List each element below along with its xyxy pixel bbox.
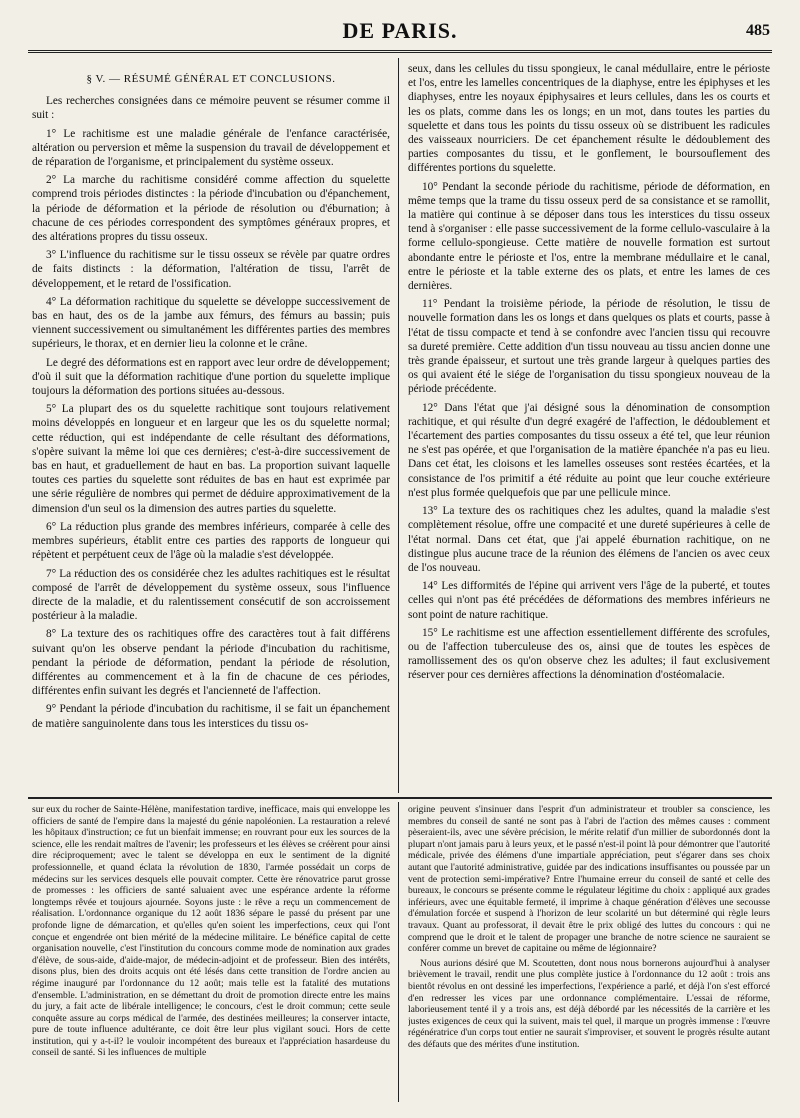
paragraph: 2° La marche du rachitisme considéré comme affection du squelette comprend trois périodes distinctes : la période d'incubation ou d'épanchement, la période de déformation et la période de résolution ou d'éburnation; à chacune de ces périodes correspondent des symptômes généraux propres, et des altérations propres du tissu osseux. bbox=[32, 174, 390, 244]
top-rule bbox=[28, 50, 772, 53]
paragraph: seux, dans les cellules du tissu spongieux, le canal médullaire, entre le périoste et l'os, entre les lamelles concentriques de la diaphyse, entre les épiphyses et les diaphyses, entre les noyaux épiphysaires et leurs cellules, dans les os courts et les os plats, comme dans les os longs; en un mot, dans toutes les parties du squelette et dans tous les points du tissu osseux où se distribuent les radicules des vaisseaux nourriciers. De cet épanchement résulte le dédoublement des parties composantes du tissu, et le gonflement, le boursouflement des différentes portions du squelette. bbox=[408, 63, 770, 175]
feuilleton-right-column bbox=[408, 804, 770, 1104]
paragraph: 5° La plupart des os du squelette rachitique sont toujours relativement moins développés en longueur et en largeur que les os du squelette normal; cette réduction, qui est indépendante de celle résultant des déformations, s'opère suivant la même loi que ces dernières; c'est-à-dire successivement de bas en haut, et graduellement de haut en bas. La proportion suivant laquelle toutes ces parties du squelette sont réduites de bas en haut est exprimée par une série régulière de nombres qui permet de déduire approximativement de la dimension d'un seul os la dimension des autres parties du squelette. bbox=[32, 403, 390, 515]
paragraph: Le degré des déformations est en rapport avec leur ordre de développement; d'où il suit que la déformation rachitique d'une portion du squelette implique toujours la déformation des portions situées au-dessous. bbox=[32, 356, 390, 398]
left-column bbox=[32, 62, 390, 792]
footnote-column-divider bbox=[398, 802, 399, 1102]
section-title: § V. — RÉSUMÉ GÉNÉRAL ET CONCLUSIONS. bbox=[86, 73, 336, 85]
paragraph: 6° La réduction plus grande des membres inférieurs, comparée à celle des membres supérieurs, établit entre ces parties des rapports de longueur qui répètent et perpétuent ceux de l'âge où la maladie s'est développée. bbox=[32, 520, 390, 562]
paragraph: 11° Pendant la troisième période, la période de résolution, le tissu de nouvelle formation dans les os longs et dans quelques os plats et courts, passe à l'état de tissu compacte et tend à se confondre avec l'ancien tissu qui recouvre sa dureté première. Cette addition d'un tissu nouveau au tissu ancien donne une très grande épaisseur, et surtout une très grande largeur à quelques parties des os qui avaient été le siége de l'organisation du tissu spongieux nouveau de la période précédente. bbox=[408, 298, 770, 396]
paragraph: sur eux du rocher de Sainte-Hélène, manifestation tardive, inefficace, mais qui enveloppe les officiers de santé de l'empire dans la majesté du génie napoléonien. La restauration a relevé les hôpitaux d'instruction; ce fut un bienfait immense; en rouvrant pour eux les sources de la science, elle les rendait maîtres de l'avenir; les professeurs et les élèves se créèrent pour ainsi dire réciproquement; avec le talent se développa en eux le sentiment de la dignité professionnelle, et quand éclata la révolution de 1830, l'armée possédait un corps de médecins sur les services desquels elle pouvait compter. Cette ère rénovatrice parut grosse de promesses : les officiers de santé saluaient avec une espérance ardente la réforme longtemps rêvée et toujours ajournée. Soyons juste : le rêve a reçu un commencement de réalisation. L'ordonnance organique du 12 août 1836 sépare le passé du présent par une profonde ligne de démarcation, et qu'elles qu'en soient les imperfections, ceux qui l'ont conçue et engendrée ont bien mérité de la médecine militaire. Le bénéfice capital de cette organisation nouvelle, c'est l'institution du concours comme mode de nomination aux grades d'élève, de sous-aide, d'aide-major, de médecin-adjoint et de professeur. Bien des intérêts, disons plus, bien des droits acquis ont été lésés dans cette transition de l'ordre ancien au régime inauguré par l'ordonnance du 12 août; mais telle est la fatalité des mutations d'ensemble. L'administration, en se démettant du droit de promotion directe entre les mains du jury, a fait acte de libérale intelligence; le concours, c'est le droit commun; cette seule conquête assure au corps médical de l'armée, des destinées meilleures; la conserver intacte, pure de toute influence adultérante, ce doit être leur plus vigilant souci. Hors de cette institution, qui y a-t-il? le vouloir incompétent des bureaux et l'appréciation hasardeuse du conseil de santé. Si les influences de multiple bbox=[32, 804, 390, 1059]
paragraph: 12° Dans l'état que j'ai désigné sous la dénomination de consomption rachitique, et qui résulte d'un degré exagéré de l'affection, le dédoublement et l'écartement des parties composantes du tissu osseux a été tel, que leur réunion ne s'est pas opérée, et que l'organisation de la matière épanchée n'a pas eu lieu. Dans cet état, les cloisons et les lamelles osseuses sont restées écartées, et la consistance de l'os primitif a été réduite au point que leur couche extérieure n'est plus formée quelquefois que par une pellicule mince. bbox=[408, 401, 770, 499]
paragraph: Les recherches consignées dans ce mémoire peuvent se résumer comme il suit : bbox=[32, 95, 390, 122]
paragraph: 14° Les difformités de l'épine qui arrivent vers l'âge de la puberté, et toutes celles qui n'ont pas été précédées de déformations des membres inférieurs ne sont point de nature rachitique. bbox=[408, 580, 770, 621]
feuilleton-left-column bbox=[32, 804, 390, 1104]
paragraph: 4° La déformation rachitique du squelette se développe successivement de bas en haut, des os de la jambe aux fémurs, des fémurs au bassin; puis viennent successivement ou simultanément les différentes parties des membres supérieurs, le thorax, et en dernier lieu la colonne et le crâne. bbox=[32, 295, 390, 351]
page-number: 485 bbox=[746, 22, 770, 39]
paragraph: 13° La texture des os rachitiques chez les adultes, quand la maladie s'est complètement résolue, offre une compacité et une dureté supérieures à celle de l'état normal. Dans cet état, que j'ai appelé éburnation rachitique, on ne distingue plus aucune trace de la réunion des élémens de l'ancien os avec ceux de l'os nouveau. bbox=[408, 505, 770, 574]
paragraph: 15° Le rachitisme est une affection essentiellement différente des scrofules, ou de l'affection tuberculeuse des os, ainsi que de toutes les espèces de ramollissement des os qu'on observe chez les adultes; il faut exclusivement réserver pour ces dernières affections la dénomination d'ostéomalacie. bbox=[408, 626, 770, 682]
paragraph: 9° Pendant la période d'incubation du rachitisme, il se fait un épanchement de matière sanguinolente dans tous les interstices du tissu os- bbox=[32, 703, 390, 730]
paragraph: 8° La texture des os rachitiques offre des caractères tout à fait différens suivant qu'on les observe pendant la période d'incubation du rachitisme, pendant la période de déformation, pendant la période de résolution, différentes au commencement et à la fin de chacune de ces périodes, différentes enfin suivant les degrés et l'ancienneté de l'affection. bbox=[32, 628, 390, 698]
paragraph: 7° La réduction des os considérée chez les adultes rachitiques est le résultat composé de l'arrêt de développement du système osseux, sous l'influence directe de la maladie, et du ralentissement consécutif de son accroissement postérieur à la maladie. bbox=[32, 567, 390, 623]
footnote-rule bbox=[28, 797, 772, 799]
paragraph: Nous aurions désiré que M. Scoutetten, dont nous nous bornerons aujourd'hui à analyser brièvement le travail, rendit une plus complète justice à l'ordonnance du 12 août : trois ans bientôt révolus en ont dessiné les imperfections, l'expérience a parlé, et déjà l'on s'est efforcé d'en redresser les vices par une ordonnance complémentaire. L'essai de réforme, laborieusement tenté il y a trois ans, est déjà débordé par les nécessités de la carrière et les justes exigences de ceux qui la suivent, mais tel quel, il marque un progrès immense : l'œuvre régénératrice d'un corps tout entier ne saurait s'improviser, et souvent le progrès résulte autant des défauts que des mérites d'une institution. bbox=[408, 957, 770, 1050]
page-title: DE PARIS. bbox=[342, 18, 458, 43]
right-column bbox=[408, 62, 770, 792]
column-divider bbox=[398, 58, 399, 793]
paragraph: 1° Le rachitisme est une maladie générale de l'enfance caractérisée, altération ou perversion et même la suspension du travail de développement et de réparation de l'organisme, et principalement du système osseux. bbox=[32, 127, 390, 169]
paragraph: 3° L'influence du rachitisme sur le tissu osseux se révèle par quatre ordres de faits distincts : la déformation, l'altération de tissu, l'arrêt de développement, et le retard de l'ossification. bbox=[32, 249, 390, 290]
paragraph: 10° Pendant la seconde période du rachitisme, période de déformation, en même temps que la trame du tissu osseux perd de sa consistance et se ramollit, la matière qui continue à se déposer dans tous les interstices du tissu osseux tend à s'organiser : elle passe successivement de la forme cellulo-vasculaire à la forme cellulo-spongieuse. Cette matière de nouvelle formation est surtout abondante entre le périoste et l'os, entre la membrane médullaire et le canal, entre le périoste et la table externe des os plats, et entre les lames de ces dernières. bbox=[408, 180, 770, 293]
paragraph: origine peuvent s'insinuer dans l'esprit d'un administrateur et troubler sa conscience, les membres du conseil de santé ne sont pas à l'abri de l'action des mêmes causes : comment pèseraient-ils, avec une sévère précision, le mérite relatif d'un millier de subordonnés dont la plupart n'ont jamais paru à leurs yeux, et le passé n'est-il point là pour démontrer que l'autorité médicale, privée des élémens d'une impartiale appréciation, peut s'égarer dans ses choix autant que l'autorité administrative, guidée par des indications insuffisantes ou poussée par un vent de protection semi-impérative? Entre l'humaine erreur du conseil de santé et celle des bureaux, le concours se présente comme le régulateur légitime du choix : appliqué aux grades inférieurs, avec une équitable fermeté, il imprime à chaque génération d'élèves une secousse d'émulation forcée et suspend à l'horizon de leur scolarité un but déterminé qui règle leurs travaux. Quant au professorat, il devait être le prix obligé des luttes du concours : qui ne comprend que le droit et le talent de propager une branche de notre science ne sauraient se conférer comme un brevet de capitaine ou même de légionnaire? bbox=[408, 804, 770, 955]
